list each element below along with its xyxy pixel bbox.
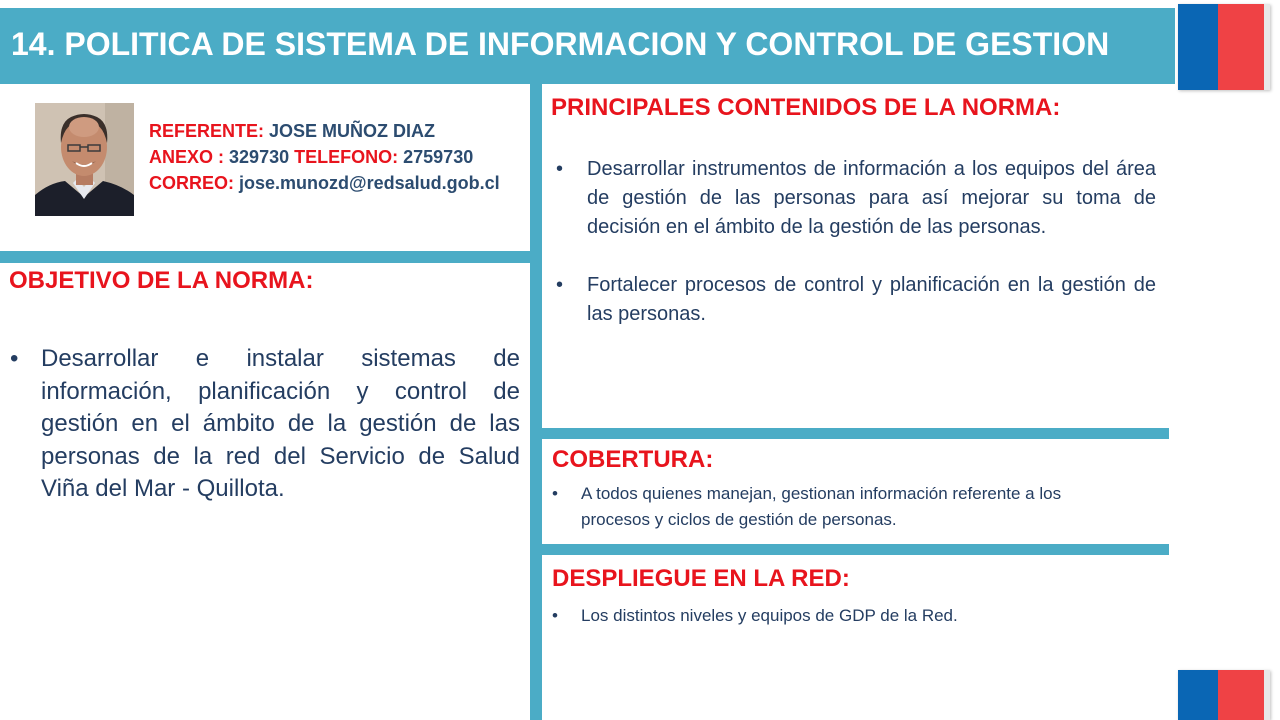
bullet-icon: •: [552, 606, 558, 625]
right-divider-cobertura: [542, 428, 1169, 439]
list-item: [556, 155, 1156, 242]
referente-line: [149, 118, 500, 144]
objetivo-list: [10, 343, 520, 506]
correo-value: jose.munozd@redsalud.gob.cl: [239, 173, 500, 193]
title-bar: [0, 8, 1175, 84]
page-title: 14. POLITICA DE SISTEMA DE INFORMACION Y CONTROL DE GESTION: [11, 26, 1110, 62]
logo-red-band: [1218, 4, 1264, 90]
list-item: [10, 343, 520, 506]
telefono-label: TELEFONO:: [294, 147, 399, 167]
despliegue-item-text: Los distintos niveles y equipos de GDP de la Red.: [581, 606, 958, 625]
bullet-icon: •: [556, 274, 564, 296]
cobertura-heading: COBERTURA:: [552, 446, 714, 473]
telefono-value: 2759730: [403, 147, 474, 167]
government-logo-top: [1178, 4, 1270, 90]
logo-red-band: [1218, 670, 1264, 720]
logo-blue-band: [1178, 4, 1218, 90]
contenidos-list: [556, 155, 1156, 358]
cobertura-list: [552, 481, 1122, 533]
bullet-icon: •: [552, 484, 558, 503]
anexo-telefono-line: [149, 144, 500, 170]
anexo-value: 329730: [229, 147, 290, 167]
contact-block: [149, 118, 500, 196]
referente-value: JOSE MUÑOZ DIAZ: [269, 121, 436, 141]
bullet-icon: •: [556, 158, 564, 180]
person-portrait-icon: [35, 103, 134, 216]
right-divider-despliegue: [542, 544, 1169, 555]
referent-photo: [35, 103, 134, 216]
vertical-divider: [530, 84, 542, 720]
list-item: [552, 603, 1122, 629]
contenidos-item-text: Desarrollar instrumentos de información a los equipos del área de gestión de las personas para así mejorar su toma de decisión en el ámbito de la gestión de las personas.: [587, 158, 1156, 238]
contenidos-heading: PRINCIPALES CONTENIDOS DE LA NORMA:: [551, 94, 1061, 121]
bullet-icon: •: [10, 345, 19, 372]
anexo-label: ANEXO :: [149, 147, 225, 167]
correo-label: CORREO:: [149, 173, 234, 193]
referente-label: REFERENTE:: [149, 121, 265, 141]
despliegue-list: [552, 603, 1122, 629]
objetivo-item-text: Desarrollar e instalar sistemas de información, planificación y control de gestión en el ámbito de la gestión de las personas de la red del Servicio de Salud Viña del Mar - Quillota.: [41, 345, 520, 502]
list-item: [552, 481, 1122, 533]
logo-blue-band: [1178, 670, 1218, 720]
objetivo-heading: OBJETIVO DE LA NORMA:: [9, 267, 314, 294]
list-item: [556, 271, 1156, 329]
contenidos-item-text: Fortalecer procesos de control y planificación en la gestión de las personas.: [587, 274, 1156, 325]
left-horizontal-divider: [0, 251, 530, 263]
despliegue-heading: DESPLIEGUE EN LA RED:: [552, 565, 850, 592]
government-logo-bottom: [1178, 670, 1270, 720]
correo-line: [149, 170, 500, 196]
cobertura-item-text: A todos quienes manejan, gestionan información referente a los procesos y ciclos de gestión de personas.: [581, 484, 1062, 529]
